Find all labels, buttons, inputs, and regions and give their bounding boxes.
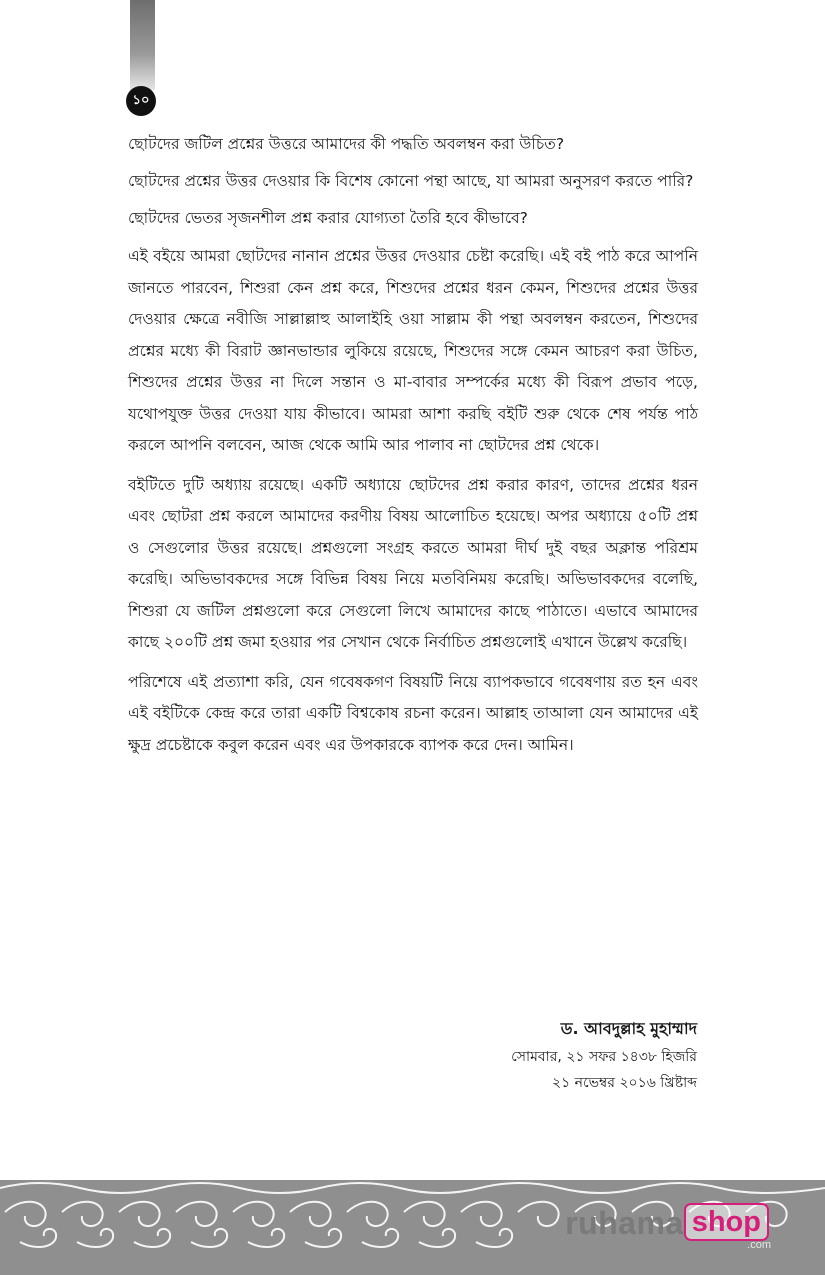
page-number: ১০: [126, 86, 156, 116]
watermark-domain: .com: [747, 1239, 771, 1251]
question-2: ছোটদের প্রশ্নের উত্তর দেওয়ার কি বিশেষ কোনো পন্থা আছে, যা আমরা অনুসরণ করতে পারি?: [128, 172, 694, 190]
watermark-brand-right: shop: [684, 1203, 769, 1241]
hijri-date: সোমবার, ২১ সফর ১৪৩৮ হিজরি: [511, 1049, 697, 1065]
signature-block: [511, 1014, 697, 1096]
gregorian-date: ২১ নভেম্বর ২০১৬ খ্রিষ্টাব্দ: [552, 1075, 697, 1091]
watermark-brand-left: ruhama: [565, 1205, 684, 1241]
question-3: ছোটদের ভেতর সৃজনশীল প্রশ্ন করার যোগ্যতা তৈরি হবে কীভাবে?: [128, 209, 528, 227]
watermark-logo: [565, 1203, 769, 1253]
paragraph-1: এই বইয়ে আমরা ছোটদের নানান প্রশ্নের উত্তর দেওয়ার চেষ্টা করেছি। এই বই পাঠ করে আপনি জানতে পারবেন, শিশুরা কেন প্রশ্ন করে, শিশুদের প্রশ্নের ধরন কেমন, শিশুদের প্রশ্নের উত্তর দেওয়ার ক্ষেত্রে নবীজি সাল্লাল্লাহু আলাইহি ওয়া সাল্লাম কী পন্থা অবলম্বন করতেন, শিশুদের প্রশ্নের মধ্যে কী বিরাট জ্ঞানভান্ডার লুকিয়ে রয়েছে, শিশুদের সঙ্গে কেমন আচরণ করা উচিত, শিশুদের প্রশ্নের উত্তর না দিলে সন্তান ও মা-বাবার সম্পর্কের মধ্যে কী বিরূপ প্রভাব পড়ে, যথোপযুক্ত উত্তর দেওয়া যায় কীভাবে। আমরা আশা করছি বইটি শুরু থেকে শেষ পর্যন্ত পাঠ করলে আপনি বলবেন, আজ থেকে আমি আর পালাব না ছোটদের প্রশ্ন থেকে।: [128, 247, 698, 454]
page-edge-tab: [130, 0, 155, 90]
question-1: ছোটদের জটিল প্রশ্নের উত্তরে আমাদের কী পদ্ধতি অবলম্বন করা উচিত?: [128, 135, 565, 153]
paragraph-3: পরিশেষে এই প্রত্যাশা করি, যেন গবেষকগণ বিষয়টি নিয়ে ব্যাপকভাবে গবেষণায় রত হন এবং এই বইটিকে কেন্দ্র করে তারা একটি বিশ্বকোষ রচনা করেন। আল্লাহ তাআলা যেন আমাদের এই ক্ষুদ্র প্রচেষ্টাকে কবুল করেন এবং এর উপকারকে ব্যাপক করে দেন। আমিন।: [128, 672, 698, 754]
paragraph-2: বইটিতে দুটি অধ্যায় রয়েছে। একটি অধ্যায়ে ছোটদের প্রশ্ন করার কারণ, তাদের প্রশ্নের ধরন এবং ছোটরা প্রশ্ন করলে আমাদের করণীয় বিষয় আলোচিত হয়েছে। অপর অধ্যায়ে ৫০টি প্রশ্ন ও সেগুলোর উত্তর রয়েছে। প্রশ্নগুলো সংগ্রহ করতে আমরা দীর্ঘ দুই বছর অক্লান্ত পরিশ্রম করেছি। অভিভাবকদের সঙ্গে বিভিন্ন বিষয় নিয়ে মতবিনিময় করেছি। অভিভাবকদের বলেছি, শিশুরা যে জটিল প্রশ্নগুলো করে সেগুলো লিখে আমাদের কাছে পাঠাতে। এভাবে আমাদের কাছে ২০০টি প্রশ্ন জমা হওয়ার পর সেখান থেকে নির্বাচিত প্রশ্নগুলোই এখানে উল্লেখ করেছি।: [128, 475, 698, 651]
main-content: [128, 130, 698, 769]
author-name: ড. আবদুল্লাহ মুহাম্মাদ: [560, 1019, 697, 1038]
